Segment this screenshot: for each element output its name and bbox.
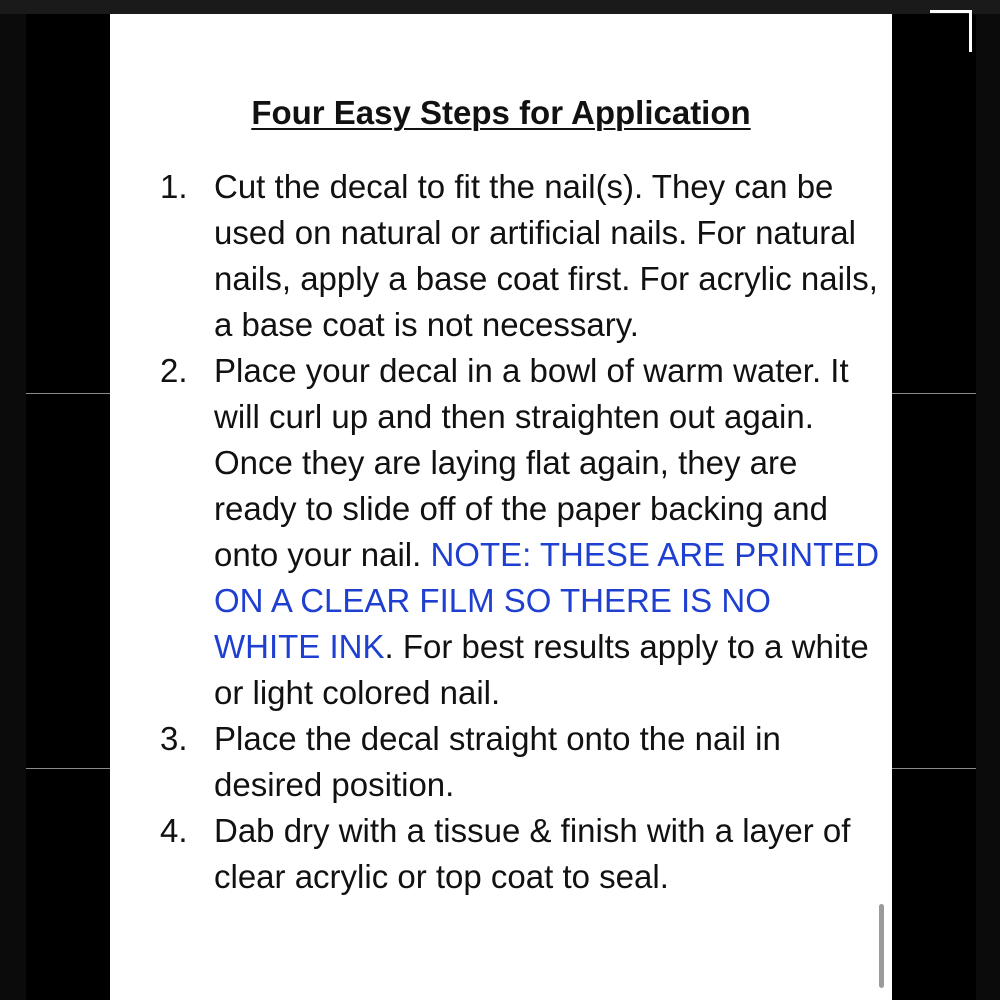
step-item-2 [160, 348, 880, 716]
right-divider-bottom [892, 768, 976, 769]
top-bar [0, 0, 1000, 14]
step-number: 3. [160, 720, 188, 757]
right-side-panel [892, 14, 976, 1000]
step-text: Place your decal in a bowl of warm water. It will curl up and then straighten out again. Once they are laying flat again, they are ready to slide off of the paper backing and onto your nail. [214, 352, 849, 573]
right-divider-top [892, 393, 976, 394]
step-text: Dab dry with a tissue & finish with a layer of clear acrylic or top coat to seal. [214, 812, 851, 895]
step-text-continued: . For best results apply to a white or light colored nail. [214, 628, 869, 711]
step-number: 1. [160, 168, 188, 205]
steps-list [160, 164, 880, 900]
document-page [110, 14, 892, 1000]
left-divider-bottom [26, 768, 110, 769]
left-side-panel [26, 14, 110, 1000]
page-title: Four Easy Steps for Application [251, 94, 751, 131]
step-item-4 [160, 808, 880, 900]
step-number: 4. [160, 812, 188, 849]
note-text: NOTE: THESE ARE PRINTED ON A CLEAR FILM SO THERE IS NO WHITE INK [214, 536, 880, 665]
step-text: Cut the decal to fit the nail(s). They can be used on natural or artificial nails. For natural nails, apply a base coat first. For acrylic nails, a base coat is not necessary. [214, 168, 878, 343]
vertical-scrollbar[interactable] [879, 904, 884, 988]
step-text: Place the decal straight onto the nail in desired position. [214, 720, 781, 803]
left-divider-top [26, 393, 110, 394]
step-number: 2. [160, 352, 188, 389]
crop-corner-icon [930, 10, 972, 52]
step-item-3 [160, 716, 880, 808]
right-edge [976, 14, 1000, 1000]
left-edge [0, 14, 26, 1000]
step-item-1 [160, 164, 880, 348]
